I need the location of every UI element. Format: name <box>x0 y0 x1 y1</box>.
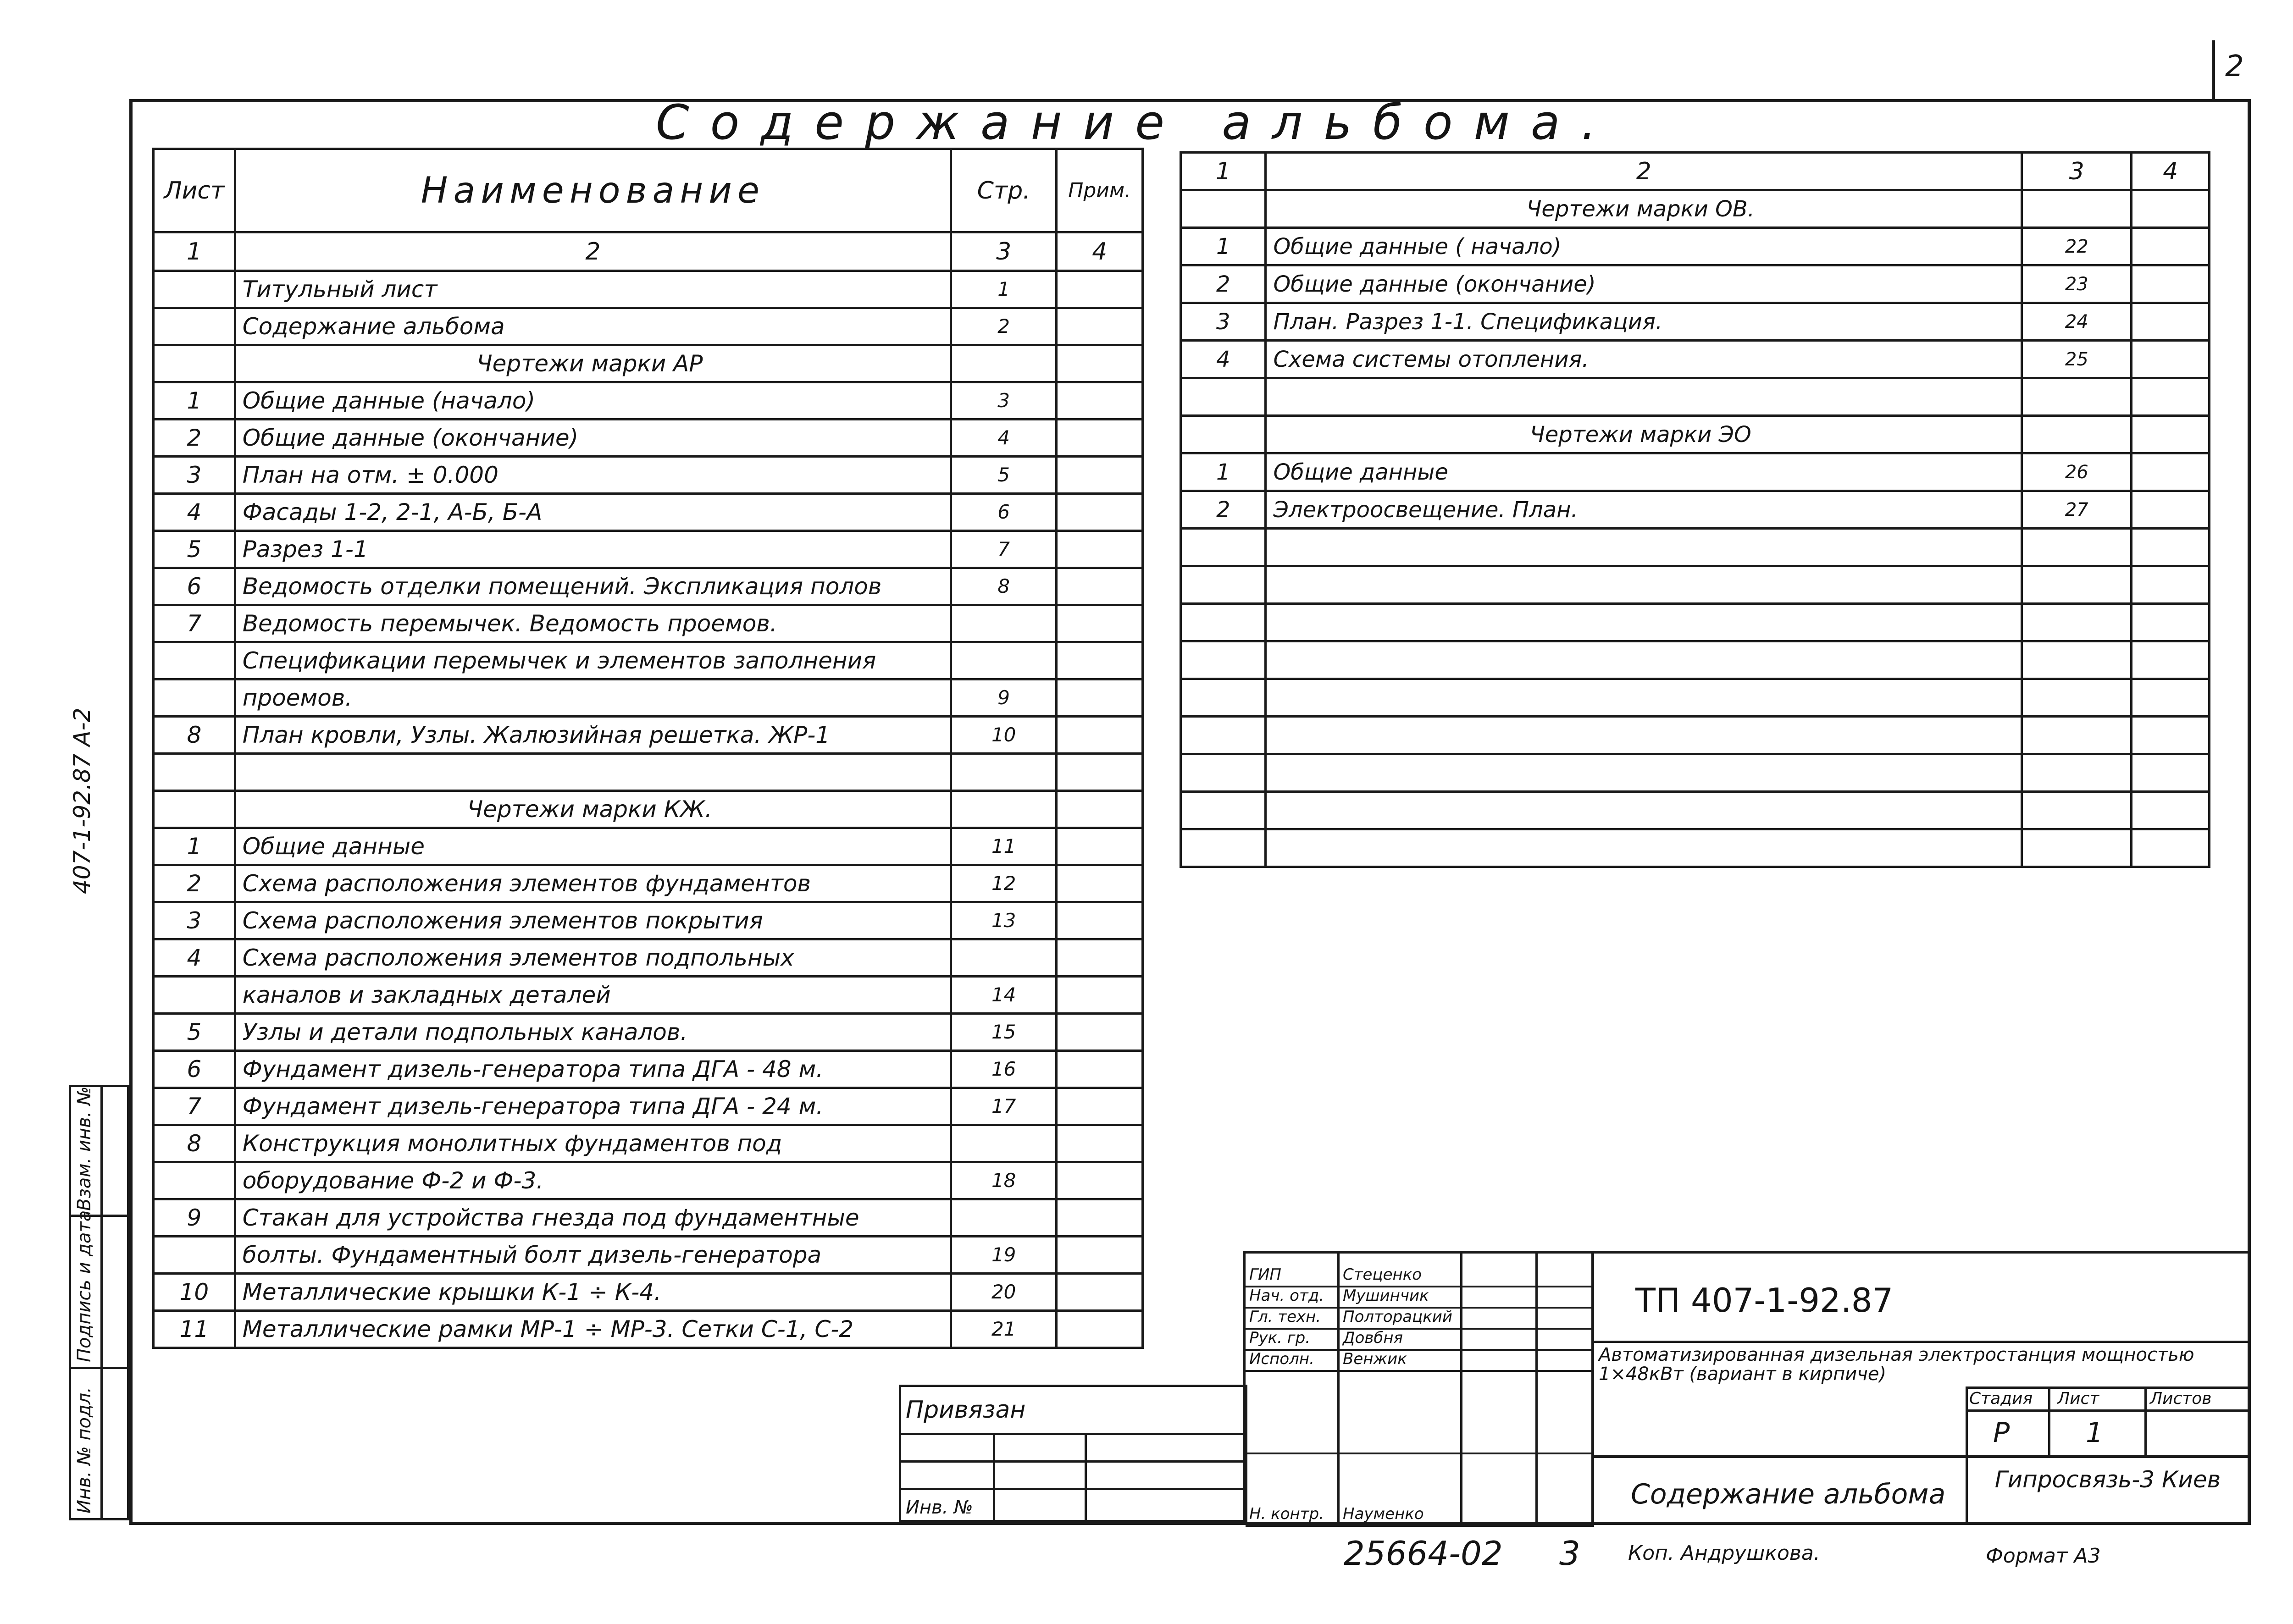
row-note <box>1057 1014 1143 1051</box>
table-row <box>154 420 1143 457</box>
row-sheet-number: 3 <box>154 457 235 494</box>
row-sheet-number: 2 <box>1181 265 1266 303</box>
row-note <box>1057 679 1143 717</box>
col-number: 4 <box>2132 153 2210 190</box>
row-title: Схема расположения элементов фундаментов <box>235 865 951 902</box>
row-title: Схема системы отопления. <box>1266 341 2022 378</box>
row-note <box>1057 977 1143 1014</box>
row-page-number: 2 <box>951 308 1057 345</box>
table-row <box>1181 341 2210 378</box>
row-note <box>1057 1199 1143 1237</box>
row-sheet-number <box>1181 641 1266 679</box>
row-title <box>1266 717 2022 754</box>
doc-code: ТП 407-1-92.87 <box>1635 1281 1894 1320</box>
row-title: Разрез 1-1 <box>235 531 951 568</box>
row-title: Общие данные <box>1266 453 2022 491</box>
row-note <box>1057 939 1143 977</box>
row-page-number: 3 <box>951 382 1057 420</box>
row-note <box>1057 382 1143 420</box>
row-title <box>1266 754 2022 792</box>
table-row <box>154 605 1143 642</box>
privyazan-title: Привязан <box>906 1396 1026 1424</box>
row-sheet-number: 5 <box>154 1014 235 1051</box>
row-page-number: 26 <box>2022 453 2132 491</box>
table-row <box>154 642 1143 679</box>
header-name: Наименование <box>235 149 951 232</box>
table-row <box>154 1199 1143 1237</box>
stage-label: Стадия <box>1969 1389 2033 1408</box>
header-list: Лист <box>154 149 235 232</box>
row-sheet-number <box>1181 529 1266 566</box>
row-page-number: 16 <box>951 1051 1057 1088</box>
row-note <box>2132 829 2210 867</box>
table-row <box>1181 453 2210 491</box>
sheets-label: Листов <box>2150 1389 2212 1408</box>
table-row <box>1181 717 2210 754</box>
row-page-number: 13 <box>951 902 1057 939</box>
row-title <box>1266 529 2022 566</box>
row-sheet-number: 1 <box>1181 228 1266 265</box>
row-title: Фундамент дизель-генератора типа ДГА - 24 м. <box>235 1088 951 1125</box>
table-row <box>1181 378 2210 416</box>
row-title: План кровли, Узлы. Жалюзийная решетка. ЖР-1 <box>235 717 951 754</box>
row-sheet-number <box>154 345 235 382</box>
table-row <box>154 382 1143 420</box>
row-page-number: 12 <box>951 865 1057 902</box>
row-title: Общие данные <box>235 828 951 865</box>
sheet-label: Лист <box>2057 1389 2099 1408</box>
row-title: План на отм. ± 0.000 <box>235 457 951 494</box>
table-row <box>1181 491 2210 529</box>
col-number: 3 <box>2022 153 2132 190</box>
row-sheet-number: 1 <box>154 828 235 865</box>
row-sheet-number: 9 <box>154 1199 235 1237</box>
table-row <box>1181 604 2210 641</box>
table-row <box>154 531 1143 568</box>
row-page-number: 1 <box>951 271 1057 308</box>
row-page-number <box>2022 829 2132 867</box>
row-sheet-number: 1 <box>1181 453 1266 491</box>
row-page-number: 8 <box>951 568 1057 605</box>
row-sheet-number: 4 <box>154 939 235 977</box>
table-row <box>154 1125 1143 1162</box>
row-page-number: 9 <box>951 679 1057 717</box>
row-sheet-number: 4 <box>154 494 235 531</box>
row-note <box>2132 641 2210 679</box>
row-note <box>2132 378 2210 416</box>
sheet-value: 1 <box>2086 1417 2104 1449</box>
table-row <box>154 865 1143 902</box>
stamp-person: Мушинчик <box>1343 1287 1429 1305</box>
table-row <box>1181 754 2210 792</box>
row-note <box>2132 190 2210 228</box>
row-sheet-number: 10 <box>154 1274 235 1311</box>
table-row <box>154 754 1143 791</box>
row-note <box>2132 604 2210 641</box>
row-title: Узлы и детали подпольных каналов. <box>235 1014 951 1051</box>
row-page-number: 4 <box>951 420 1057 457</box>
row-page-number <box>2022 792 2132 829</box>
row-note <box>1057 902 1143 939</box>
row-note <box>2132 453 2210 491</box>
row-sheet-number <box>1181 792 1266 829</box>
row-page-number <box>2022 378 2132 416</box>
table-row <box>1181 265 2210 303</box>
row-note <box>1057 1051 1143 1088</box>
row-title: Общие данные ( начало) <box>1266 228 2022 265</box>
row-sheet-number: 8 <box>154 1125 235 1162</box>
row-title: проемов. <box>235 679 951 717</box>
row-page-number: 15 <box>951 1014 1057 1051</box>
row-note <box>1057 1162 1143 1199</box>
table-row <box>154 1237 1143 1274</box>
stamp-person: Венжик <box>1343 1350 1407 1368</box>
row-title: болты. Фундаментный болт дизель-генератора <box>235 1237 951 1274</box>
side-label-sign: Подпись и дата <box>74 1210 95 1362</box>
table-row <box>154 457 1143 494</box>
row-page-number <box>951 939 1057 977</box>
row-note <box>1057 828 1143 865</box>
stamp-person: Науменко <box>1343 1505 1424 1523</box>
row-sheet-number <box>1181 754 1266 792</box>
stamp-role: Рук. гр. <box>1249 1329 1311 1347</box>
row-title <box>1266 829 2022 867</box>
row-title <box>1266 641 2022 679</box>
page-title: Содержание альбома. <box>656 94 1617 150</box>
row-note <box>1057 1237 1143 1274</box>
privyazan-block <box>899 1385 1247 1522</box>
row-sheet-number <box>1181 679 1266 717</box>
row-note <box>2132 491 2210 529</box>
row-note <box>1057 531 1143 568</box>
row-page-number: 11 <box>951 828 1057 865</box>
row-sheet-number: 7 <box>154 605 235 642</box>
row-note <box>1057 1311 1143 1348</box>
row-title: Титульный лист <box>235 271 951 308</box>
row-page-number: 18 <box>951 1162 1057 1199</box>
stamp-role: Исполн. <box>1249 1350 1314 1368</box>
row-sheet-number: 8 <box>154 717 235 754</box>
row-note <box>2132 303 2210 341</box>
row-title: каналов и закладных деталей <box>235 977 951 1014</box>
row-sheet-number <box>154 1162 235 1199</box>
row-page-number <box>2022 754 2132 792</box>
section-title: Чертежи марки ЭО <box>1266 416 2022 453</box>
row-page-number <box>2022 566 2132 604</box>
row-page-number: 23 <box>2022 265 2132 303</box>
section-row <box>154 345 1143 382</box>
row-note <box>1057 605 1143 642</box>
row-title: Спецификации перемычек и элементов заполнения <box>235 642 951 679</box>
row-page-number: 21 <box>951 1311 1057 1348</box>
section-row <box>1181 416 2210 453</box>
row-sheet-number <box>154 754 235 791</box>
row-note <box>2132 717 2210 754</box>
row-note <box>2132 566 2210 604</box>
section-row <box>1181 190 2210 228</box>
table-row <box>1181 566 2210 604</box>
table-row <box>1181 303 2210 341</box>
row-sheet-number: 2 <box>154 420 235 457</box>
side-document-code: 407-1-92.87 А-2 <box>69 707 95 894</box>
row-note <box>1057 865 1143 902</box>
section-title: Чертежи марки КЖ. <box>235 791 951 828</box>
stamp-role: Н. контр. <box>1249 1505 1324 1523</box>
table-row <box>154 1311 1143 1348</box>
row-title <box>1266 679 2022 717</box>
row-title: оборудование Ф-2 и Ф-3. <box>235 1162 951 1199</box>
row-sheet-number: 3 <box>1181 303 1266 341</box>
table-row <box>1181 641 2210 679</box>
row-sheet-number <box>1181 566 1266 604</box>
table-row <box>1181 829 2210 867</box>
col-number: 1 <box>154 232 235 271</box>
copied-by: Коп. Андрушкова. <box>1628 1541 1820 1565</box>
row-page-number <box>2022 416 2132 453</box>
row-page-number <box>951 642 1057 679</box>
row-page-number <box>2022 529 2132 566</box>
row-title <box>1266 566 2022 604</box>
row-title: Электроосвещение. План. <box>1266 491 2022 529</box>
section-row <box>154 791 1143 828</box>
row-title: Металлические крышки К-1 ÷ К-4. <box>235 1274 951 1311</box>
row-page-number: 22 <box>2022 228 2132 265</box>
row-sheet-number <box>1181 416 1266 453</box>
col-number: 4 <box>1057 232 1143 271</box>
row-sheet-number <box>154 791 235 828</box>
organization: Гипросвязь-3 Киев <box>1994 1466 2221 1493</box>
row-title: Общие данные (окончание) <box>235 420 951 457</box>
row-note <box>1057 1274 1143 1311</box>
privyazan-inv: Инв. № <box>906 1497 973 1518</box>
row-title: Фундамент дизель-генератора типа ДГА - 48 м. <box>235 1051 951 1088</box>
stamp-person: Довбня <box>1343 1329 1403 1347</box>
row-note <box>1057 754 1143 791</box>
row-note <box>2132 792 2210 829</box>
header-note: Прим. <box>1057 149 1143 232</box>
stage-value: Р <box>1993 1417 2010 1449</box>
row-title: Стакан для устройства гнезда под фундаментные <box>235 1199 951 1237</box>
row-page-number <box>2022 604 2132 641</box>
row-sheet-number <box>1181 378 1266 416</box>
row-title <box>235 754 951 791</box>
row-sheet-number: 7 <box>154 1088 235 1125</box>
row-sheet-number: 2 <box>154 865 235 902</box>
row-page-number: 25 <box>2022 341 2132 378</box>
stamp-role: ГИП <box>1249 1265 1281 1284</box>
row-sheet-number <box>154 977 235 1014</box>
title-block <box>1243 1251 2251 1525</box>
row-sheet-number: 4 <box>1181 341 1266 378</box>
row-sheet-number: 6 <box>154 1051 235 1088</box>
row-page-number: 5 <box>951 457 1057 494</box>
table-row <box>1181 228 2210 265</box>
row-note <box>1057 345 1143 382</box>
row-page-number: 27 <box>2022 491 2132 529</box>
row-note <box>1057 642 1143 679</box>
row-note <box>1057 1088 1143 1125</box>
row-title <box>1266 378 2022 416</box>
row-page-number: 10 <box>951 717 1057 754</box>
row-page-number: 19 <box>951 1237 1057 1274</box>
section-title: Чертежи марки ОВ. <box>1266 190 2022 228</box>
row-note <box>1057 308 1143 345</box>
row-sheet-number <box>154 679 235 717</box>
row-page-number <box>951 754 1057 791</box>
col-number: 3 <box>951 232 1057 271</box>
table-row <box>154 1014 1143 1051</box>
side-label-inv: Инв. № подл. <box>74 1387 95 1514</box>
side-label-replace: Взам. инв. № <box>74 1086 95 1211</box>
row-page-number <box>951 605 1057 642</box>
header-page: Стр. <box>951 149 1057 232</box>
row-sheet-number <box>1181 717 1266 754</box>
row-title: Металлические рамки МР-1 ÷ МР-3. Сетки С-1, С-2 <box>235 1311 951 1348</box>
table-row <box>1181 679 2210 717</box>
row-page-number <box>2022 641 2132 679</box>
table-row <box>154 271 1143 308</box>
format-label: Формат А3 <box>1986 1544 2101 1568</box>
row-sheet-number <box>154 271 235 308</box>
table-row <box>154 308 1143 345</box>
stamp-person: Полторацкий <box>1343 1308 1452 1326</box>
row-sheet-number <box>154 1237 235 1274</box>
row-page-number <box>2022 679 2132 717</box>
row-sheet-number <box>1181 190 1266 228</box>
row-note <box>2132 754 2210 792</box>
col-number: 2 <box>235 232 951 271</box>
row-title: Фасады 1-2, 2-1, А-Б, Б-А <box>235 494 951 531</box>
col-number: 2 <box>1266 153 2022 190</box>
project-title: Автоматизированная дизельная электростанция мощностью 1×48кВт (вариант в кирпиче) <box>1599 1344 2194 1385</box>
row-page-number <box>951 791 1057 828</box>
row-page-number: 17 <box>951 1088 1057 1125</box>
row-sheet-number: 5 <box>154 531 235 568</box>
table-row <box>154 1051 1143 1088</box>
table-row <box>154 568 1143 605</box>
row-note <box>1057 791 1143 828</box>
row-note <box>1057 420 1143 457</box>
row-note <box>1057 457 1143 494</box>
row-title: Ведомость перемычек. Ведомость проемов. <box>235 605 951 642</box>
row-note <box>1057 1125 1143 1162</box>
row-sheet-number: 1 <box>154 382 235 420</box>
row-note <box>2132 228 2210 265</box>
row-title: Конструкция монолитных фундаментов под <box>235 1125 951 1162</box>
row-note <box>1057 568 1143 605</box>
row-title: Схема расположения элементов подпольных <box>235 939 951 977</box>
row-note <box>1057 717 1143 754</box>
row-page-number <box>2022 717 2132 754</box>
row-title: Содержание альбома <box>235 308 951 345</box>
table-row <box>154 939 1143 977</box>
stamp-person: Стеценко <box>1343 1265 1422 1284</box>
row-note <box>2132 529 2210 566</box>
left-contents-table <box>152 148 1144 1349</box>
page-number: 2 <box>2212 40 2252 99</box>
row-title <box>1266 792 2022 829</box>
table-row <box>154 902 1143 939</box>
row-title: Общие данные (начало) <box>235 382 951 420</box>
row-note <box>2132 341 2210 378</box>
row-sheet-number <box>1181 829 1266 867</box>
row-page-number: 20 <box>951 1274 1057 1311</box>
row-title: Ведомость отделки помещений. Экспликация полов <box>235 568 951 605</box>
row-sheet-number: 11 <box>154 1311 235 1348</box>
row-note <box>1057 271 1143 308</box>
row-sheet-number: 2 <box>1181 491 1266 529</box>
row-page-number: 14 <box>951 977 1057 1014</box>
row-page-number <box>951 1199 1057 1237</box>
side-strip <box>69 1085 129 1520</box>
section-title: Чертежи марки АР <box>235 345 951 382</box>
row-note <box>2132 679 2210 717</box>
table-row <box>1181 792 2210 829</box>
table-row <box>154 679 1143 717</box>
stamp-role: Гл. техн. <box>1249 1308 1321 1326</box>
row-title: План. Разрез 1-1. Спецификация. <box>1266 303 2022 341</box>
right-contents-table <box>1180 151 2210 868</box>
copy-page: 3 <box>1559 1534 1580 1573</box>
row-page-number <box>951 1125 1057 1162</box>
row-note <box>2132 416 2210 453</box>
row-note <box>2132 265 2210 303</box>
row-note <box>1057 494 1143 531</box>
row-page-number: 7 <box>951 531 1057 568</box>
doc-number: 25664-02 <box>1344 1534 1503 1573</box>
table-row <box>154 977 1143 1014</box>
table-row <box>154 717 1143 754</box>
table-row <box>154 494 1143 531</box>
row-sheet-number <box>154 642 235 679</box>
row-page-number <box>2022 190 2132 228</box>
col-number: 1 <box>1181 153 1266 190</box>
table-row <box>154 1162 1143 1199</box>
table-row <box>154 1088 1143 1125</box>
table-row <box>154 1274 1143 1311</box>
row-page-number <box>951 345 1057 382</box>
sheet-name: Содержание альбома <box>1631 1478 1946 1510</box>
row-sheet-number: 3 <box>154 902 235 939</box>
row-title: Общие данные (окончание) <box>1266 265 2022 303</box>
row-sheet-number <box>154 308 235 345</box>
row-sheet-number <box>1181 604 1266 641</box>
row-title <box>1266 604 2022 641</box>
row-page-number: 6 <box>951 494 1057 531</box>
stamp-role: Нач. отд. <box>1249 1287 1324 1305</box>
row-sheet-number: 6 <box>154 568 235 605</box>
table-row <box>1181 529 2210 566</box>
row-page-number: 24 <box>2022 303 2132 341</box>
table-row <box>154 828 1143 865</box>
row-title: Схема расположения элементов покрытия <box>235 902 951 939</box>
